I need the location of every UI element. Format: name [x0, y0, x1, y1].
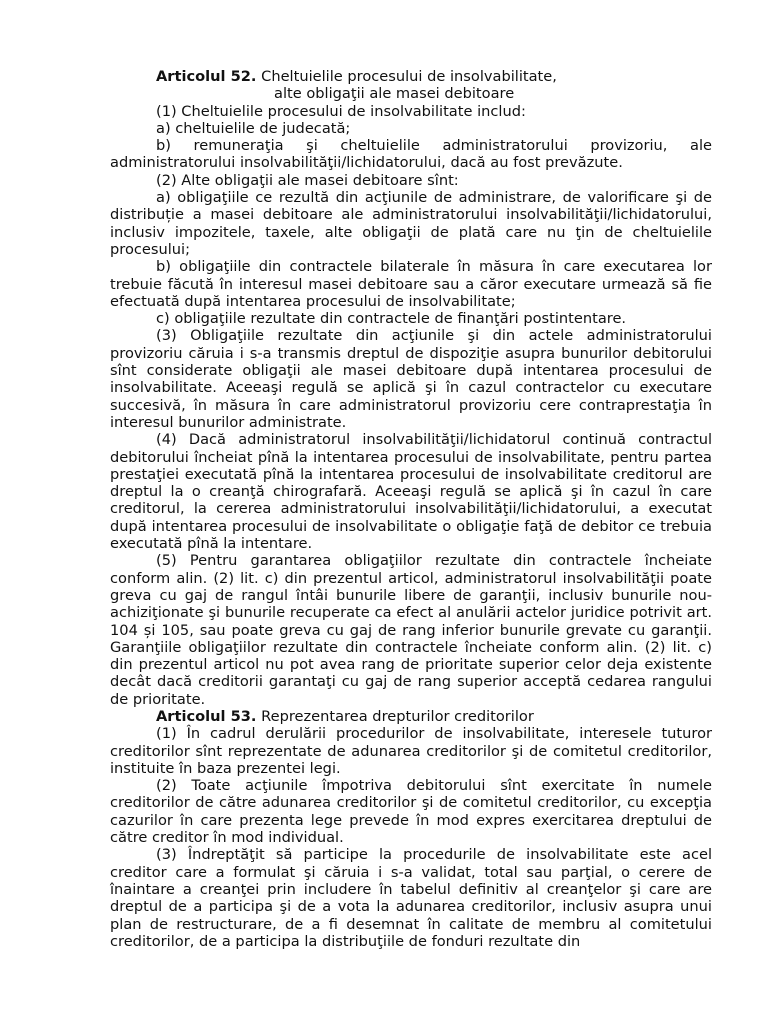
- article-52-subtitle: alte obligaţii ale masei debitoare: [274, 85, 515, 103]
- article-52-paragraph: (5) Pentru garantarea obligaţiilor rezultate din contractele încheiate conform alin. (2) lit. c) din prezentul articol, administratorul insolvabilităţii poate greva cu gaj de rangul întâi bunurile libere de garanţii, inclusiv bunurile nou-achiziţionate şi bunurile recuperate ca efect al anulării actelor juridice potrivit art. 104 și 105, sau poate greva cu gaj de rang inferior bunurile grevate cu garanţii. Garanţiile obligaţiilor rezultate din contractele încheiate conform alin. (2) lit. c) din prezentul articol nu pot avea rang de prioritate superior celor deja existente decât dacă creditorii garantaţi cu gaj de rang superior acceptă cedarea rangului de prioritate.: [110, 552, 712, 708]
- article-53-label: Articolul 53.: [156, 707, 257, 725]
- article-52-paragraph: b) obligaţiile din contractele bilaterale în măsura în care executarea lor trebuie făcută în interesul masei debitoare sau a căror executare urmează să fie efectuată după intentarea procesului de insolvabilitate;: [110, 258, 712, 310]
- article-53-paragraph: (2) Toate acţiunile împotriva debitorului sînt exercitate în numele creditorilor de către adunarea creditorilor şi de comitetul creditorilor, cu excepţia cazurilor în care prezenta lege prevede în mod expres exercitarea dreptului de către creditor în mod individual.: [110, 777, 712, 847]
- article-52-heading: [110, 68, 712, 85]
- document-page: [110, 68, 712, 950]
- article-52-paragraph: a) obligaţiile ce rezultă din acţiunile de administrare, de valorificare şi de distribuție a masei debitoare ale administratorului insolvabilităţii/lichidatorului, inclusiv impozitele, taxele, alte obligaţii de plată care nu ţin de cheltuielile procesului;: [110, 189, 712, 258]
- article-52-paragraph: (2) Alte obligaţii ale masei debitoare sînt:: [156, 171, 459, 189]
- article-52-paragraph: (1) Cheltuielile procesului de insolvabilitate includ:: [156, 102, 526, 120]
- article-53-title: Reprezentarea drepturilor creditorilor: [256, 707, 534, 725]
- article-52-paragraph: (3) Obligaţiile rezultate din acţiunile şi din actele administratorului provizoriu căruia i s-a transmis dreptul de dispoziţie asupra bunurilor debitorului sînt considerate obligaţii ale masei debitoare după intentarea procesului de insolvabilitate. Aceeaşi regulă se aplică şi în cazul contractelor cu executare succesivă, în măsura în care administratorul provizoriu cere contraprestaţia în interesul bunurilor administrate.: [110, 327, 712, 431]
- article-53-paragraph: (1) În cadrul derulării procedurilor de insolvabilitate, interesele tuturor creditorilor sînt reprezentate de adunarea creditorilor şi de comitetul creditorilor, instituite în baza prezentei legi.: [110, 725, 712, 777]
- article-52-paragraph: b) remuneraţia şi cheltuielile administratorului provizoriu, ale administratorului insolvabilităţii/lichidatorului, dacă au fost prevăzute.: [110, 137, 712, 172]
- article-52-label: Articolul 52.: [156, 68, 257, 85]
- article-52-paragraph: a) cheltuielile de judecată;: [156, 119, 351, 137]
- article-52-paragraph: (4) Dacă administratorul insolvabilităţii/lichidatorul continuă contractul debitorului încheiat pînă la intentarea procesului de insolvabilitate, pentru partea prestaţiei executată pînă la intentarea procesului de insolvabilitate creditorul are dreptul la o creanţă chirografară. Aceeaşi regulă se aplică şi în cazul în care creditorul, la cererea administratorului insolvabilităţii/lichidatorului, a executat după intentarea procesului de insolvabilitate o obligaţie faţă de debitor ce trebuia executată pînă la intentare.: [110, 431, 712, 553]
- article-52-title: Cheltuielile procesului de insolvabilitate,: [256, 68, 557, 85]
- article-52-paragraph: c) obligaţiile rezultate din contractele de finanţări postintentare.: [156, 310, 627, 328]
- article-53-heading: [110, 708, 712, 725]
- article-53-paragraph: (3) Îndreptăţit să participe la procedurile de insolvabilitate este acel creditor care a formulat şi căruia i s-a validat, total sau parţial, o cerere de înaintare a creanţei prin includere în tabelul definitiv al creanţelor şi care are dreptul de a participa şi de a vota la adunarea creditorilor, inclusiv asupra unui plan de restructurare, de a fi desemnat în calitate de membru al comitetului creditorilor, de a participa la distribuţiile de fonduri rezultate din: [110, 846, 712, 950]
